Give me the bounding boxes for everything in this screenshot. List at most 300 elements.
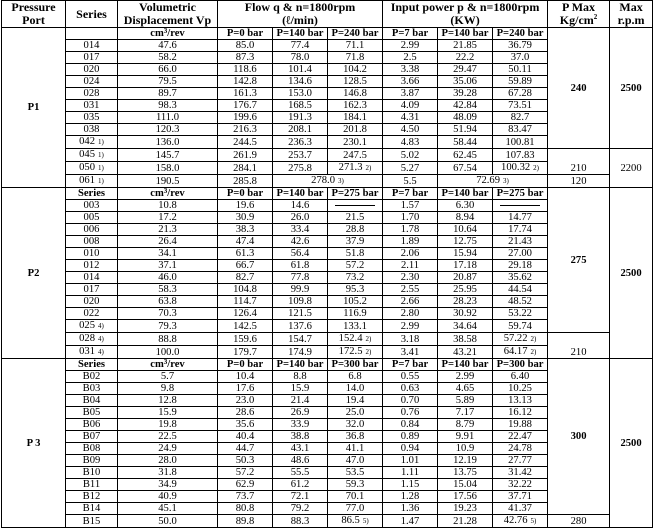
cell-value: 77.4 bbox=[290, 40, 310, 51]
power-p7-cell bbox=[383, 371, 438, 383]
pmax-cell: 210 bbox=[548, 333, 610, 359]
series-cell bbox=[66, 236, 118, 248]
flow-p2-cell bbox=[328, 515, 383, 528]
unit-tail: /rev bbox=[167, 28, 185, 39]
cell-value: 99.9 bbox=[290, 284, 310, 295]
cell-value: 253.7 bbox=[288, 149, 312, 161]
sub-header-series: Series bbox=[66, 359, 118, 371]
cell-value: 56.4 bbox=[290, 248, 310, 259]
cell-value: 104.8 bbox=[233, 284, 257, 295]
cell-value: 0.70 bbox=[400, 395, 420, 406]
power-p140-cell bbox=[438, 88, 493, 100]
flow-p140-cell bbox=[273, 52, 328, 64]
series-code: 045 bbox=[79, 149, 96, 160]
power-p7-cell bbox=[383, 272, 438, 284]
flow-p140-cell bbox=[273, 236, 328, 248]
cell-value: 6.30 bbox=[455, 200, 475, 211]
power-p140-cell bbox=[438, 112, 493, 124]
cell-value: 1.28 bbox=[400, 491, 420, 502]
power-p140-cell bbox=[438, 320, 493, 333]
series-cell bbox=[66, 175, 118, 188]
footnote-mark: 2) bbox=[365, 348, 372, 356]
cell-value: 0.89 bbox=[400, 431, 420, 442]
flow-p2-cell bbox=[328, 236, 383, 248]
power-p140-cell bbox=[438, 284, 493, 296]
cell-value: 29.47 bbox=[453, 64, 477, 75]
table-row bbox=[2, 333, 653, 346]
series-cell bbox=[66, 162, 118, 175]
sub-header-p1: P=140 bar bbox=[438, 188, 493, 200]
cell-value: 10.9 bbox=[455, 443, 475, 454]
sub-header-unit bbox=[118, 188, 218, 200]
footnote-mark: 2) bbox=[530, 335, 537, 343]
displacement-cell: 111.0 bbox=[118, 112, 218, 124]
power-p7-cell bbox=[383, 124, 438, 136]
cell-value: 42.6 bbox=[290, 236, 310, 247]
cell-value: 78.0 bbox=[290, 52, 310, 63]
cell-value: 101.4 bbox=[288, 64, 312, 75]
flow-p140-cell bbox=[273, 64, 328, 76]
cell-value: 87.3 bbox=[235, 52, 255, 63]
cell-value: 261.9 bbox=[233, 149, 257, 161]
header-input-power: Input power p & n=1800rpm (KW) bbox=[383, 1, 548, 28]
flow-p140-cell bbox=[273, 224, 328, 236]
flow-p140-cell bbox=[273, 124, 328, 136]
cell-value: 2.11 bbox=[400, 260, 420, 271]
flow-p140-cell bbox=[273, 346, 328, 359]
cell-value: 134.6 bbox=[288, 76, 312, 87]
displacement-cell: 28.0 bbox=[118, 455, 218, 467]
power-p7-cell bbox=[383, 479, 438, 491]
power-p7-cell bbox=[383, 52, 438, 64]
pressure-port-cell: P1 bbox=[2, 28, 66, 188]
cell-value: 88.3 bbox=[290, 515, 310, 527]
flow-p2-cell bbox=[328, 346, 383, 359]
sub-header-series bbox=[66, 28, 118, 40]
flow-p0-cell bbox=[218, 112, 273, 124]
series-code: B10 bbox=[82, 467, 101, 478]
flow-p140-cell bbox=[273, 407, 328, 419]
cell-value: 43.1 bbox=[290, 443, 310, 454]
power-p7-cell bbox=[383, 443, 438, 455]
series-cell bbox=[66, 248, 118, 260]
series-code: 038 bbox=[83, 124, 100, 135]
power-p140-cell bbox=[438, 40, 493, 52]
power-p2-cell bbox=[493, 149, 548, 162]
power-p7-cell bbox=[383, 224, 438, 236]
series-code: 012 bbox=[83, 260, 100, 271]
flow-p2-cell bbox=[328, 503, 383, 515]
cell-value: 100.32 bbox=[501, 162, 531, 173]
cell-value: 208.1 bbox=[288, 124, 312, 135]
cell-value: 2.99 bbox=[455, 371, 475, 382]
power-p140-cell bbox=[438, 260, 493, 272]
power-p7-cell bbox=[383, 162, 438, 175]
series-code: B15 bbox=[82, 515, 101, 527]
power-p7-cell bbox=[383, 296, 438, 308]
cell-value: 64.17 bbox=[503, 346, 528, 357]
flow-p2-cell bbox=[328, 443, 383, 455]
sub-header-f2: P=300 bar bbox=[328, 359, 383, 371]
unit-exp: 3 bbox=[163, 27, 168, 35]
cell-value: 40.4 bbox=[235, 431, 255, 442]
flow-p140-cell bbox=[273, 296, 328, 308]
cell-value: 0.94 bbox=[400, 443, 420, 454]
series-cell bbox=[66, 88, 118, 100]
cell-value: 284.1 bbox=[233, 162, 257, 174]
series-code: 003 bbox=[83, 200, 100, 211]
header-pmax: P Max $Kg/cm^2$ bbox=[548, 1, 610, 28]
flow-p2-cell bbox=[328, 112, 383, 124]
cell-value: 15.94 bbox=[453, 248, 477, 259]
power-p2-cell bbox=[493, 431, 548, 443]
cell-value: 83.47 bbox=[508, 124, 532, 135]
series-code: 014 bbox=[83, 272, 100, 283]
sub-header-f2: P=240 bar bbox=[328, 28, 383, 40]
header-pressure-port: Pressure Port bbox=[2, 1, 66, 28]
series-cell bbox=[66, 479, 118, 491]
cell-value: 51.8 bbox=[345, 248, 365, 259]
pmax-cell: 120 bbox=[548, 175, 610, 188]
cell-value: 80.8 bbox=[235, 503, 255, 514]
cell-value: 15.04 bbox=[453, 479, 477, 490]
cell-value: 2.80 bbox=[400, 308, 420, 319]
series-cell bbox=[66, 491, 118, 503]
power-p2-cell bbox=[493, 383, 548, 395]
displacement-cell: 45.1 bbox=[118, 503, 218, 515]
cell-value: 184.1 bbox=[343, 112, 367, 123]
series-cell bbox=[66, 100, 118, 112]
series-cell bbox=[66, 112, 118, 124]
cell-value: 73.51 bbox=[508, 100, 532, 111]
series-code: 031 bbox=[79, 346, 96, 357]
pump-spec-table bbox=[1, 0, 653, 528]
cell-value: 33.9 bbox=[290, 419, 310, 430]
cell-value: 28.23 bbox=[453, 296, 477, 307]
flow-p140-cell bbox=[273, 212, 328, 224]
cell-value: 285.8 bbox=[233, 175, 257, 187]
max-rpm-cell: 2200 bbox=[610, 149, 653, 188]
table-row bbox=[2, 175, 653, 188]
flow-p140-cell bbox=[273, 431, 328, 443]
cell-value: 66.7 bbox=[235, 260, 255, 271]
power-p2-cell bbox=[493, 76, 548, 88]
displacement-cell: 145.7 bbox=[118, 149, 218, 162]
cell-value: 2.5 bbox=[403, 52, 417, 63]
flow-p0-cell bbox=[218, 200, 273, 212]
cell-value: 27.77 bbox=[508, 455, 532, 466]
displacement-cell: 46.0 bbox=[118, 272, 218, 284]
header-volumetric-displacement: Volumetric Displacement Vp bbox=[118, 1, 218, 28]
unit-exp: 3 bbox=[163, 187, 168, 195]
series-cell bbox=[66, 431, 118, 443]
cell-value: 9.91 bbox=[455, 431, 475, 442]
cell-value: 128.5 bbox=[343, 76, 367, 87]
flow-p0-cell bbox=[218, 64, 273, 76]
cell-value: 146.8 bbox=[343, 88, 367, 99]
cell-value: 14.77 bbox=[508, 212, 532, 223]
power-p140-cell bbox=[438, 346, 493, 359]
cell-value: 161.3 bbox=[233, 88, 257, 99]
cell-value: 3.41 bbox=[400, 346, 420, 358]
cell-value: 70.1 bbox=[345, 491, 365, 502]
flow-p2-cell bbox=[328, 248, 383, 260]
cell-value: 48.52 bbox=[508, 296, 532, 307]
sub-header-f1: P=140 bar bbox=[273, 359, 328, 371]
series-code: 010 bbox=[83, 248, 100, 259]
footnote-mark: 2) bbox=[365, 164, 372, 172]
cell-value: 1.78 bbox=[400, 224, 420, 235]
displacement-cell: 66.0 bbox=[118, 64, 218, 76]
power-p7-cell bbox=[383, 383, 438, 395]
cell-value: 15.9 bbox=[290, 383, 310, 394]
flow-p0-cell bbox=[218, 272, 273, 284]
cell-value: 2.99 bbox=[400, 320, 420, 332]
flow-p140-cell bbox=[273, 100, 328, 112]
flow-p0-cell bbox=[218, 224, 273, 236]
cell-value: 36.8 bbox=[345, 431, 365, 442]
series-cell bbox=[66, 395, 118, 407]
power-p2-cell bbox=[493, 272, 548, 284]
cell-value: 58.44 bbox=[453, 136, 477, 148]
power-p2-cell bbox=[493, 162, 548, 175]
power-p7-cell bbox=[383, 346, 438, 359]
cell-value: 77.0 bbox=[345, 503, 365, 514]
displacement-cell: 88.8 bbox=[118, 333, 218, 346]
displacement-cell: 19.8 bbox=[118, 419, 218, 431]
power-p140-cell bbox=[438, 64, 493, 76]
cell-value: 82.7 bbox=[510, 112, 530, 123]
flow-p140-cell bbox=[273, 284, 328, 296]
displacement-cell: 50.0 bbox=[118, 515, 218, 528]
series-code: 014 bbox=[83, 40, 100, 51]
cell-value: 3.38 bbox=[400, 64, 420, 75]
power-p2-cell bbox=[493, 407, 548, 419]
series-cell bbox=[66, 64, 118, 76]
unit-tail: /rev bbox=[167, 359, 185, 370]
displacement-cell: 26.4 bbox=[118, 236, 218, 248]
cell-value: 236.3 bbox=[288, 136, 312, 148]
flow-p2-cell bbox=[328, 455, 383, 467]
cell-value: 1.11 bbox=[400, 467, 420, 478]
unit-text: cm bbox=[150, 28, 164, 39]
cell-value: 154.7 bbox=[288, 333, 312, 345]
power-p140-cell bbox=[438, 124, 493, 136]
flow-p0-cell bbox=[218, 491, 273, 503]
flow-p2-cell bbox=[328, 76, 383, 88]
cell-value: 126.4 bbox=[233, 308, 257, 319]
flow-p0-cell bbox=[218, 284, 273, 296]
cell-value: 17.6 bbox=[235, 383, 255, 394]
power-p2-cell bbox=[493, 503, 548, 515]
cell-value: 4.09 bbox=[400, 100, 420, 111]
power-p7-cell bbox=[383, 76, 438, 88]
flow-p2-cell bbox=[328, 64, 383, 76]
flow-p2-cell bbox=[328, 124, 383, 136]
series-code: 022 bbox=[83, 308, 100, 319]
cell-value: 275.8 bbox=[288, 162, 312, 174]
sub-header-unit bbox=[118, 28, 218, 40]
sub-header-p0: P=7 bar bbox=[383, 188, 438, 200]
cell-value: 37.0 bbox=[510, 52, 530, 63]
series-code: 006 bbox=[83, 224, 100, 235]
cell-value: 109.8 bbox=[288, 296, 312, 307]
cell-value: 57.2 bbox=[345, 260, 365, 271]
cell-value: 17.74 bbox=[508, 224, 532, 235]
displacement-cell: 79.5 bbox=[118, 76, 218, 88]
power-p7-cell bbox=[383, 515, 438, 528]
cell-value: 191.3 bbox=[288, 112, 312, 123]
cell-value: 20.87 bbox=[453, 272, 477, 283]
cell-value: 22.47 bbox=[508, 431, 532, 442]
flow-p2-cell bbox=[328, 407, 383, 419]
displacement-cell: 58.2 bbox=[118, 52, 218, 64]
cell-value: 25.0 bbox=[345, 407, 365, 418]
flow-p140-cell bbox=[273, 112, 328, 124]
cell-value: 14.6 bbox=[290, 200, 310, 211]
max-rpm-cell: 2500 bbox=[610, 188, 653, 359]
cell-value: 27.00 bbox=[508, 248, 532, 259]
displacement-cell: 37.1 bbox=[118, 260, 218, 272]
pressure-port-cell: P2 bbox=[2, 188, 66, 359]
cell-value: 137.6 bbox=[288, 320, 312, 332]
power-p140-cell bbox=[438, 149, 493, 162]
flow-p2-cell bbox=[328, 431, 383, 443]
cell-value: 7.17 bbox=[455, 407, 475, 418]
cell-value: 159.6 bbox=[233, 333, 257, 345]
flow-p2-cell bbox=[328, 88, 383, 100]
cell-value: 71.1 bbox=[345, 40, 365, 51]
header-series: Series bbox=[66, 1, 118, 28]
series-code: 008 bbox=[83, 236, 100, 247]
power-p7-cell bbox=[383, 467, 438, 479]
cell-value: 23.0 bbox=[235, 395, 255, 406]
sub-header-p1: P=140 bar bbox=[438, 28, 493, 40]
flow-p2-cell bbox=[328, 100, 383, 112]
cell-value: 142.5 bbox=[233, 320, 257, 332]
cell-value: 0.76 bbox=[400, 407, 420, 418]
cell-value: 55.5 bbox=[290, 467, 310, 478]
cell-value: 73.7 bbox=[235, 491, 255, 502]
cell-value: 41.37 bbox=[508, 503, 532, 514]
cell-value: 89.8 bbox=[235, 515, 255, 527]
power-p2-cell bbox=[493, 224, 548, 236]
displacement-cell: 24.9 bbox=[118, 443, 218, 455]
flow-p0-cell bbox=[218, 395, 273, 407]
power-p2-cell bbox=[493, 395, 548, 407]
flow-p0-cell bbox=[218, 407, 273, 419]
series-code: 025 bbox=[79, 320, 96, 331]
cell-value: 21.85 bbox=[453, 40, 477, 51]
series-cell bbox=[66, 40, 118, 52]
flow-p2-cell bbox=[328, 260, 383, 272]
series-footnote: 4) bbox=[98, 335, 104, 343]
displacement-cell: 22.5 bbox=[118, 431, 218, 443]
cell-value: 26.0 bbox=[290, 212, 310, 223]
series-cell bbox=[66, 149, 118, 162]
displacement-cell: 12.8 bbox=[118, 395, 218, 407]
sub-header-row bbox=[2, 359, 653, 371]
cell-value: 1.47 bbox=[400, 515, 420, 527]
cell-value: 10.25 bbox=[508, 383, 532, 394]
displacement-cell: 31.8 bbox=[118, 467, 218, 479]
flow-p2-cell bbox=[328, 200, 383, 212]
not-applicable-dash bbox=[335, 205, 375, 206]
series-code: 020 bbox=[83, 64, 100, 75]
cell-value: 37.9 bbox=[345, 236, 365, 247]
cell-value: 32.22 bbox=[508, 479, 532, 490]
flow-p0-cell bbox=[218, 212, 273, 224]
power-p2-cell bbox=[493, 371, 548, 383]
sub-header-row bbox=[2, 188, 653, 200]
series-cell bbox=[66, 136, 118, 149]
series-code: B09 bbox=[82, 455, 101, 466]
power-p2-cell bbox=[493, 467, 548, 479]
cell-value: 19.4 bbox=[345, 395, 365, 406]
power-p7-cell bbox=[383, 407, 438, 419]
flow-p0-cell bbox=[218, 308, 273, 320]
power-p7-cell bbox=[383, 455, 438, 467]
cell-value: 42.76 bbox=[503, 515, 528, 526]
cell-value: 61.2 bbox=[290, 479, 310, 490]
cell-value: 48.6 bbox=[290, 455, 310, 466]
displacement-cell: 15.9 bbox=[118, 407, 218, 419]
flow-p2-cell bbox=[328, 333, 383, 346]
pmax-cell: 240 bbox=[548, 28, 610, 149]
flow-p2-cell bbox=[328, 40, 383, 52]
cell-value: 13.13 bbox=[508, 395, 532, 406]
cell-value: 61.3 bbox=[235, 248, 255, 259]
cell-value: 3.18 bbox=[400, 333, 420, 345]
cell-value: 30.9 bbox=[235, 212, 255, 223]
footnote-mark: 5) bbox=[362, 517, 369, 525]
power-p2-cell bbox=[493, 52, 548, 64]
displacement-cell: 40.9 bbox=[118, 491, 218, 503]
cell-value: 168.5 bbox=[288, 100, 312, 111]
footnote-mark: 2) bbox=[365, 335, 372, 343]
flow-p0-cell bbox=[218, 320, 273, 333]
series-cell bbox=[66, 296, 118, 308]
flow-p2-cell bbox=[328, 491, 383, 503]
flow-p0-cell bbox=[218, 248, 273, 260]
flow-p0-cell bbox=[218, 455, 273, 467]
power-p2-cell bbox=[493, 296, 548, 308]
series-code: B12 bbox=[82, 491, 101, 502]
power-p140-cell bbox=[438, 308, 493, 320]
cell-value: 179.7 bbox=[233, 346, 257, 358]
cell-value: 278.0 bbox=[311, 175, 335, 186]
cell-value: 14.0 bbox=[345, 383, 365, 394]
series-code: 031 bbox=[83, 100, 100, 111]
flow-p0-cell bbox=[218, 503, 273, 515]
cell-value: 38.8 bbox=[290, 431, 310, 442]
power-p7-cell bbox=[383, 503, 438, 515]
series-cell bbox=[66, 346, 118, 359]
cell-value: 1.15 bbox=[400, 479, 420, 490]
displacement-cell: 89.7 bbox=[118, 88, 218, 100]
cell-value: 36.79 bbox=[508, 40, 532, 51]
flow-p140-cell bbox=[273, 40, 328, 52]
cell-value: 53.22 bbox=[508, 308, 532, 319]
series-cell bbox=[66, 383, 118, 395]
flow-p140-cell bbox=[273, 260, 328, 272]
flow-p2-cell bbox=[328, 212, 383, 224]
flow-p140-cell bbox=[273, 272, 328, 284]
power-p2-cell bbox=[493, 443, 548, 455]
power-p7-cell bbox=[383, 260, 438, 272]
flow-p140-cell bbox=[273, 200, 328, 212]
cell-value: 24.78 bbox=[508, 443, 532, 454]
